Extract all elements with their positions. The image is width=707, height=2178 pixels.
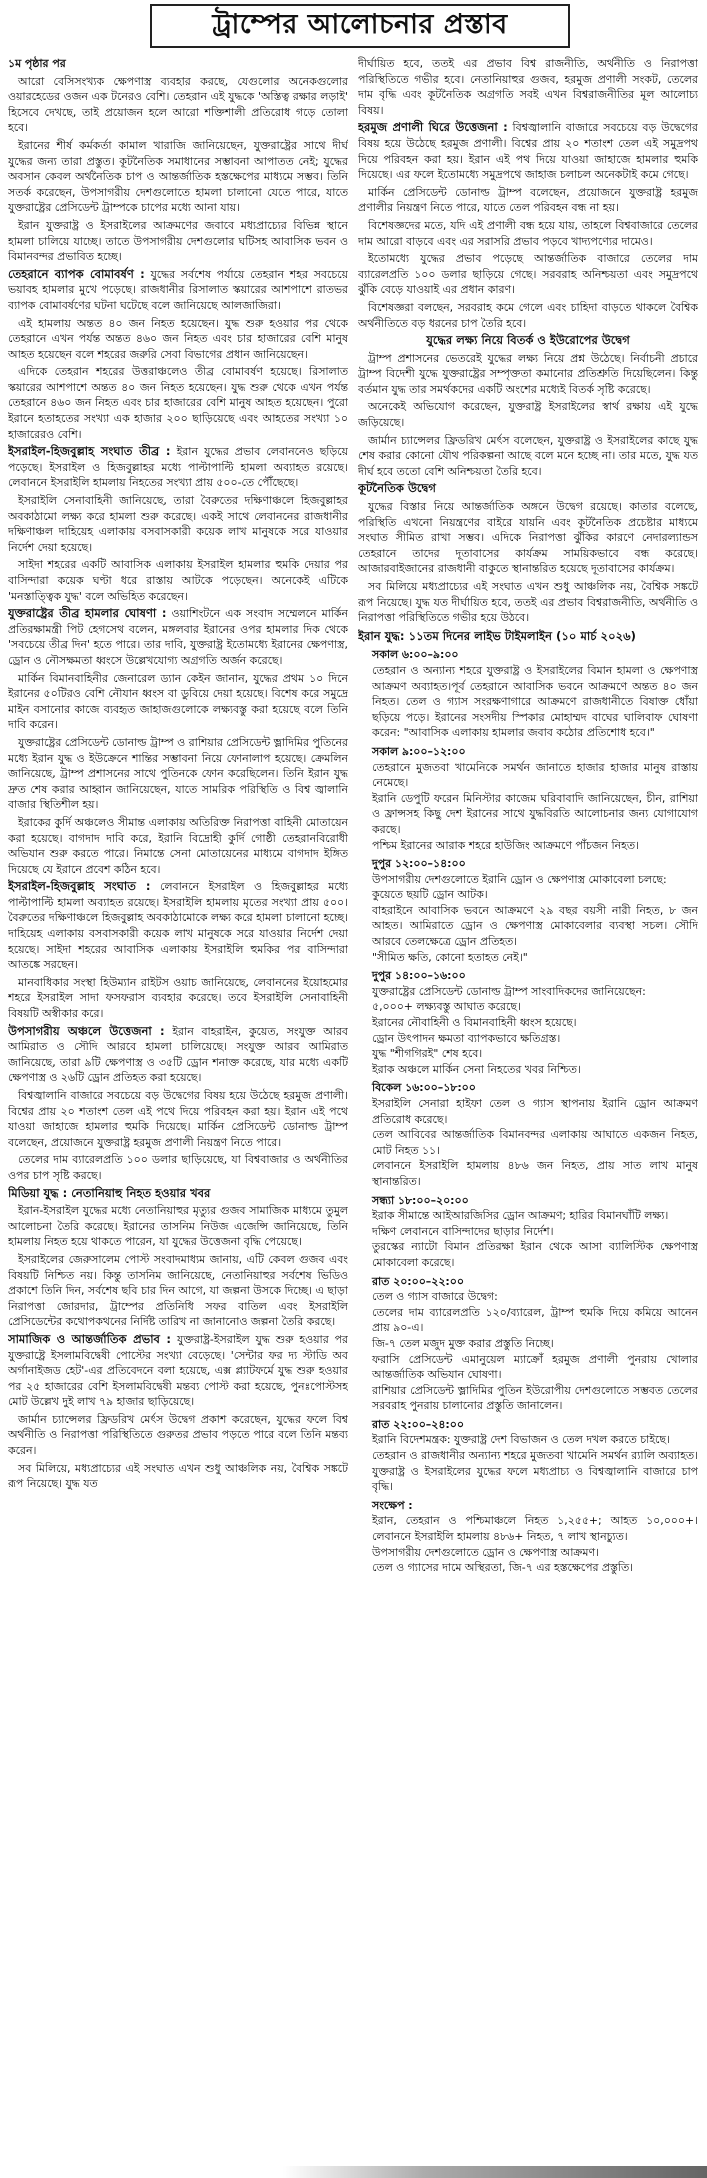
section-heading: যুক্তরাষ্ট্রের তীব্র হামলার ঘোষণা : — [8, 606, 167, 621]
section-heading: উপসাগরীয় অঞ্চলে উত্তেজনা : — [8, 1023, 165, 1038]
section-heading: সামাজিক ও আন্তর্জাতিক প্রভাব : — [8, 1331, 172, 1346]
left-column — [8, 56, 348, 2178]
paragraph: আরো বেসিসংখ্যক ক্ষেপণাস্ত্র ব্যবহার করছে, যেগুলোর অনেকগুলোর ওয়ারহেডের ওজন এক টনেরও বেশি। তেহরান এই যুদ্ধকে 'অস্তিত্ব রক্ষার লড়াই' হিসেবে দেখছে, তাই প্রয়োজন হলে আরো শক্তিশালী প্রতিরোধ গড়ে তোলা হবে। — [8, 74, 348, 135]
section-heading: মিডিয়া যুদ্ধ : নেতানিয়াহু নিহত হওয়ার খবর — [8, 1185, 211, 1200]
timeline-slot: সকাল ৬:০০–৯:০০ — [372, 648, 459, 662]
timeline-text: পশ্চিম ইরানের আরাক শহরে হাউজিং আক্রমণে পাঁচজন নিহত। — [372, 838, 639, 852]
section-heading: হরমুজ প্রণালী ঘিরে উত্তেজনা : — [358, 120, 508, 135]
paragraph: ইসরাইলি সেনাবাহিনী জানিয়েছে, তারা বৈরুতের দক্ষিণাঞ্চলে হিজবুল্লাহর অবকাঠামো লক্ষ্য করে হামলা শুরু করেছে। একই সাথে লেবাননের রাজধানীর দক্ষিণাঞ্চল দাহিয়েহ এলাকায় বসবাসকারী কয়েক লাখ মানুষকে সরে যাওয়ার নির্দেশ দেয়া হয়েছে। — [8, 494, 348, 554]
section-heading: তেহরানে ব্যাপক বোমাবর্ষণ : — [8, 266, 145, 281]
paragraph: সাইদা শহরের একটি আবাসিক এলাকায় ইসরাইল হামলার হুমকি দেয়ার পর বাসিন্দারা কয়েক ঘণ্টা ধরে রাস্তায় আটকে পড়েছেন। অনেকেই এটিকে 'মনস্তাত্ত্বিক যুদ্ধ' বলে অভিহিত করেছেন। — [8, 558, 348, 603]
summary-bullet: ইরান, তেহরান ও পশ্চিমাঞ্চলে নিহত ১,২৫৫+; আহত ১০,০০০+। লেবাননে ইসরাইলি হামলায় ৪৮৬+ নিহত, ৭ লাখ স্থানচ্যুত। — [372, 1514, 698, 1544]
paragraph: বিশ্বজ্বালানি বাজারে সবচেয়ে বড় উদ্বেগের বিষয় হয়ে উঠেছে হরমুজ প্রণালী। বিশ্বের প্রায় ২০ শতাংশ তেল এই সমুদ্রপথ দিয়ে পরিবহন করা হয়। ইরান এই পথ দিয়ে যাওয়া জাহাজে হামলার হুমকি দিয়েছে। এর ফলে ইতোমধ্যে সমুদ্রপথে জাহাজ চলাচল অনেকটাই কমে গেছে। — [358, 121, 698, 182]
timeline-slot: রাত ২২:০০–২৪:০০ — [372, 1417, 464, 1431]
timeline-bullet: বাহরাইনে আবাসিক ভবনে আক্রমণে ২৯ বছর বয়সী নারী নিহত, ৮ জন আহত। আমিরাতে ড্রোন ও ক্ষেপণাস্ত্র মোকাবেলার ব্যবস্থা সচল। সৌদি আরবে তেলক্ষেত্রে ড্রোন প্রতিহত। — [372, 903, 698, 949]
timeline-text: তেল আবিবের আন্তর্জাতিক বিমানবন্দর এলাকায় আঘাতে একজন নিহত, মোট নিহত ১১। — [372, 1128, 698, 1157]
section-heading: ইসরাইল-হিজবুল্লাহ সংঘাত তীব্র : — [8, 444, 171, 459]
paragraph: ইরান যুক্তরাষ্ট্র ও ইসরাইলের আক্রমণের জবাবে মধ্যপ্রাচ্যের বিভিন্ন স্থানে হামলা চালিয়ে যাচ্ছে। তাতে উপসাগরীয় দেশগুলোর ঘটিসহ আবাসিক ভবন ও বিমানবন্দর প্রভাবিত হচ্ছে। — [8, 218, 348, 264]
timeline-bullet: ৫,০০০+ লক্ষ্যবস্তু আঘাত করেছে। — [372, 1000, 521, 1014]
paragraph: ইরাকের কুর্দি অঞ্চলেও সীমান্ত এলাকায় অতিরিক্ত নিরাপত্তা বাহিনী মোতায়েন করা হয়েছে। বাগদাদ দাবি করে, ইরানি বিদ্রোহী কুর্দি গোষ্ঠী তেহরানবিরোধী অভিযান শুরু করতে পারে। নিমান্তে সেনা মোতায়েনের মাধ্যমে বাগদাদ ইঙ্গিত দিয়েছে যে ইরানে প্রবেশ কঠিন হবে। — [8, 815, 348, 876]
paragraph: যুক্তরাষ্ট্র-ইসরাইল যুদ্ধ শুরু হওয়ার পর যুক্তরাষ্ট্রে ইসলামবিদ্বেষী পোস্টের সংখ্যা বেড়েছে। 'সেন্টার ফর দ্য স্টাডি অব অর্গানাইজড হেট'-এর প্রতিবেদনে বলা হয়েছে, এক্স প্ল্যাটফর্মে যুদ্ধ শুরু হওয়ার পর ২৫ হাজারের বেশি ইসলামবিদ্বেষী মন্তব্য পোস্ট করা হয়েছে, পুনঃপোস্টসহ মোট উল্লেখ দুই লাখ ৭৯ হাজার ছাড়িয়েছে। — [8, 1332, 348, 1409]
paragraph: বিশেষজ্ঞরা বলছেন, সরবরাহ কমে গেলে এবং চাহিদা বাড়তে থাকলে বৈশ্বিক অর্থনীতিতে বড় ধরনের চাপ তৈরি হবে। — [358, 300, 698, 330]
timeline-text: তেল ও গ্যাস বাজারে উদ্বেগ: — [372, 1290, 498, 1304]
summary-bullet: উপসাগরীয় দেশগুলোতে ড্রোন ও ক্ষেপণাস্ত্র আক্রমণ। — [372, 1545, 599, 1559]
timeline-text: লেবাননে ইসরাইলি হামলায় ৪৮৬ জন নিহত, প্রায় সাত লাখ মানুষ স্থানান্তরিত। — [372, 1159, 698, 1188]
paragraph: মার্কিন বিমানবাহিনীর জেনারেল ড্যান কেইন জানান, যুদ্ধের প্রথম ১০ দিনে ইরানের ৫০টিরও বেশি নৌযান ধ্বংস বা ডুবিয়ে দেয়া হয়েছে। বিশেষ করে সমুদ্রে মাইন বসানোর কাজে ব্যবহৃত জাহাজগুলোকে লক্ষ্যবস্তু করা হয়েছে বলে তিনি দাবি করেন। — [8, 671, 348, 732]
timeline-text: ইরাক সীমান্তে আইআরজিসির ড্রোন আক্রমণ; হারির বিমানঘাঁটি লক্ষ্য। — [372, 1209, 669, 1223]
paragraph: ট্রাম্প প্রশাসনের ভেতরেই যুদ্ধের লক্ষ্য নিয়ে প্রশ্ন উঠেছে। নির্বাচনী প্রচারে ট্রাম্প বিদেশী যুদ্ধে যুক্তরাষ্ট্রের সম্পৃক্ততা কমানোর প্রতিশ্রুতি দিয়েছিলেন। কিন্তু বর্তমান যুদ্ধ তার সমর্থকদের একটি অংশের মধ্যেই বিতর্ক সৃষ্টি করেছে। — [358, 351, 698, 396]
timeline-text: ইসরাইলি সেনারা হাইফা তেল ও গ্যাস স্থাপনায় ইরানি ড্রোন আক্রমণ প্রতিরোধ করেছে। — [372, 1097, 698, 1126]
paragraph: অনেকেই অভিযোগ করেছেন, যুক্তরাষ্ট্র ইসরাইলের স্বার্থ রক্ষায় এই যুদ্ধে জড়িয়েছে। — [358, 400, 698, 430]
timeline-text: ইরানি বিদেশমন্ত্রক: যুক্তরাষ্ট্র দেশ বিভাজন ও তেল দখল করতে চাইছে। — [372, 1433, 670, 1447]
timeline-bullet: রাশিয়ার প্রেসিডেন্ট ভ্লাদিমির পুতিন ইউরোপীয় দেশগুলোতে সম্ভবত তেলের সরবরাহ পুনরায় চালানোর প্রস্তুতি জানালেন। — [372, 1383, 698, 1413]
paragraph: যুক্তরাষ্ট্রের প্রেসিডেন্ট ডোনাল্ড ট্রাম্প ও রাশিয়ার প্রেসিডেন্ট ভ্লাদিমির পুতিনের মধ্যে ইরান যুদ্ধ ও ইউক্রেনে শান্তির সম্ভাবনা নিয়ে ফোনালাপ হয়েছে। ক্রেমলিন জানিয়েছে, ট্রাম্প প্রশাসনের সাথে পুতিনকে ফোন করেছিলেন। তিনি ইরান যুদ্ধ দ্রুত শেষ করার আহ্বান জানিয়েছেন, যাতে সামরিক পরিস্থিতি ও বিশ্ব জ্বালানি বাজার স্থিতিশীল হয়। — [8, 735, 348, 812]
timeline-bullet: "সীমিত ক্ষতি, কোনো হতাহত নেই।" — [372, 950, 528, 964]
timeline-bullet: কুয়েতে ছয়টি ড্রোন আটক। — [372, 888, 488, 902]
timeline-text: তুরস্কের ন্যাটো বিমান প্রতিরক্ষা ইরান থেকে আসা ব্যালিস্টিক ক্ষেপণাস্ত্র মোকাবেলা করেছে। — [372, 1240, 698, 1269]
paragraph: লেবাননে ইসরাইল ও হিজবুল্লাহর মধ্যে পাল্টাপাল্টি হামলা অব্যাহত রয়েছে। ইসরাইলি হামলায় মৃতের সংখ্যা প্রায় ৫০০। বৈরুতের দক্ষিণাঞ্চলে হিজবুল্লাহ অবকাঠামোকে লক্ষ্য করে হামলা চালানো হচ্ছে। দাহিয়েহ এলাকায় বসবাসকারী কয়েক লাখ মানুষকে সরে যাওয়ার নির্দেশ দেয়া হয়েছে। সাইদা শহরের আবাসিক এলাকায় ইসরাইলি হুমকির পর বাসিন্দারা আতঙ্কে সরছেন। — [8, 880, 348, 972]
timeline-text: ইরানি ডেপুটি ফরেন মিনিস্টার কাজেম ঘরিবাবাদি জানিয়েছেন, চীন, রাশিয়া ও ফ্রান্সসহ কিছু দেশ ইরানের সাথে যুদ্ধবিরতি আলোচনার জন্য যোগাযোগ করছে। — [372, 791, 698, 836]
timeline-slot: সন্ধ্যা ১৮:০০–২০:০০ — [372, 1193, 469, 1207]
timeline-heading: ইরান যুদ্ধ: ১১তম দিনের লাইভ টাইমলাইন (১০ মার্চ ২০২৬) — [358, 628, 636, 643]
timeline-slot: দুপুর ১২:০০–১৪:০০ — [372, 857, 466, 871]
timeline-bullet: ইরানের নৌবাহিনী ও বিমানবাহিনী ধ্বংস হয়েছে। — [372, 1016, 577, 1030]
section-heading: যুদ্ধের লক্ষ্য নিয়ে বিতর্ক ও ইউরোপের উদ্বেগ — [426, 333, 630, 348]
timeline-text: দক্ষিণ লেবাননে বাসিন্দাদের ছাড়ার নির্দেশ। — [372, 1224, 554, 1238]
paragraph: যুদ্ধের সর্বশেষ পর্যায়ে তেহরান শহর সবচেয়ে ভয়াবহ হামলার মুখে পড়েছে। রাজধানীর রিসালাত স্কয়ারের আশপাশে রাতভর ব্যাপক বোমাবর্ষণের ঘটনা ঘটেছে বলে জানিয়েছে আলজাজিরা। — [8, 267, 348, 312]
paragraph: ইরান-ইসরাইল যুদ্ধের মধ্যে নেতানিয়াহুর মৃত্যুর গুজব সামাজিক মাধ্যমে তুমুল আলোচনা তৈরি করেছে। ইরানের তাসনিম নিউজ এজেন্সি জানিয়েছে, তিনি হামলায় নিহত হয়ে থাকতে পারেন, যা যুদ্ধের উত্তেজনা বৃদ্ধি পেয়েছে। — [8, 1204, 348, 1249]
paragraph: জার্মান চ্যান্সেলর ফ্রিডরিখ মের্ৎস বলেছেন, যুক্তরাষ্ট্র ও ইসরাইলের কাছে যুদ্ধ শেষ করার কোনো যৌথ পরিকল্পনা আছে বলে মনে হচ্ছে না। তার মতে, যুদ্ধ যত দীর্ঘ হবে ততো বেশি অনিশ্চয়তা তৈরি হবে। — [358, 433, 698, 478]
paragraph: ইরানের শীর্ষ কর্মকর্তা কামাল খারাজি জানিয়েছেন, যুক্তরাষ্ট্রের সাথে দীর্ঘ যুদ্ধের জন্য তারা প্রস্তুত। কূটনৈতিক সমাধানের সম্ভাবনা আপাতত নেই; যুদ্ধের অবসান কেবল অর্থনৈতিক চাপ ও আন্তর্জাতিক হস্তক্ষেপের মাধ্যমে সম্ভব। তিনি সতর্ক করেছেন, উপসাগরীয় দেশগুলোতে হামলা চালানো যেতে পারে, যাতে যুক্তরাষ্ট্রের প্রেসিডেন্ট ট্রাম্পকে চাপের মধ্যে আনা যায়। — [8, 138, 348, 215]
paragraph: এই হামলায় অন্তত ৪০ জন নিহত হয়েছেন। যুদ্ধ শুরু হওয়ার পর থেকে তেহরানে এখন পর্যন্ত অন্তত ৪৬০ জন নিহত এবং চার হাজারের বেশি মানুষ আহত হয়েছেন বলে শহরের জরুরি সেবা বিভাগের প্রধান জানিয়েছেন। — [8, 316, 348, 361]
paragraph: ইরান যুদ্ধের প্রভাব লেবাননেও ছড়িয়ে পড়েছে। ইসরাইল ও হিজবুল্লাহর মধ্যে পাল্টাপাল্টি হামলা অব্যাহত রয়েছে। লেবাননে ইসরাইলি হামলায় নিহতের সংখ্যা প্রায় ৫০০-তে পৌঁছেছে। — [8, 445, 348, 490]
timeline-bullet: ফরাসি প্রেসিডেন্ট এমানুয়েল ম্যাক্রোঁ হরমুজ প্রণালী পুনরায় খোলার আন্তর্জাতিক অভিযান ঘোষণা। — [372, 1352, 698, 1382]
paragraph: সব মিলিয়ে, মধ্যপ্রাচ্যের এই সংঘাত এখন শুধু আঞ্চলিক নয়, বৈশ্বিক সঙ্কটে রূপ নিয়েছে। যুদ্ধ যত — [8, 1461, 348, 1491]
paragraph: বিশেষজ্ঞদের মতে, যদি এই প্রণালী বন্ধ হয়ে যায়, তাহলে বিশ্ববাজারে তেলের দাম আরো বাড়বে এবং এর সরাসরি প্রভাব পড়বে খাদ্যপণ্যের দামেও। — [358, 218, 698, 248]
timeline-bullet: যুদ্ধ "শীগগিরই" শেষ হবে। — [372, 1047, 483, 1061]
bottom-banner-strip — [0, 2166, 707, 2178]
summary-bullet: তেল ও গ্যাসের দামে অস্থিরতা, জি-৭ এর হস্তক্ষেপের প্রস্তুতি। — [372, 1561, 634, 1575]
summary-heading: সংক্ষেপ : — [372, 1498, 413, 1512]
paragraph: ওয়াশিংটনে এক সংবাদ সম্মেলনে মার্কিন প্রতিরক্ষামন্ত্রী পিট হেগসেথ বলেন, মঙ্গলবার ইরানের ওপর হামলার দিক থেকে 'সবচেয়ে তীব্র দিন' হতে পারে। তার দাবি, যুক্তরাষ্ট্র ইতোমধ্যে ইরানের ক্ষেপণাস্ত্র, ড্রোন ও নৌসক্ষমতা ধ্বংসে উল্লেখযোগ্য অগ্রগতি অর্জন করেছে। — [8, 607, 348, 667]
article-columns — [8, 56, 699, 2178]
paragraph: মার্কিন প্রেসিডেন্ট ডোনাল্ড ট্রাম্প বলেছেন, প্রয়োজনে যুক্তরাষ্ট্র হরমুজ প্রণালীর নিয়ন্ত্রণ নিতে পারে, যাতে তেল পরিবহন বন্ধ না হয়। — [358, 185, 698, 215]
section-heading: কূটনৈতিক উদ্বেগ — [358, 481, 436, 496]
timeline-bullet: ইরাক অঞ্চলে মার্কিন সেনা নিহতের খবর নিশ্চিত। — [372, 1062, 581, 1076]
paragraph: সব মিলিয়ে মধ্যপ্রাচ্যের এই সংঘাত এখন শুধু আঞ্চলিক নয়, বৈশ্বিক সঙ্কটে রূপ নিয়েছে। যুদ্ধ যত দীর্ঘায়িত হবে, ততই এর প্রভাব বিশ্বরাজনীতি, অর্থনীতি ও নিরাপত্তা পরিস্থিতিতে গভীর হয়ে উঠবে। — [358, 580, 698, 625]
continued-label: ১ম পৃষ্ঠার পর — [8, 57, 66, 70]
timeline-bullet: জি-৭ তেল মজুদ মুক্ত করার প্রস্তুতি নিচ্ছে। — [372, 1336, 554, 1350]
headline: ট্রাম্পের আলোচনার প্রস্তাব — [150, 4, 570, 48]
timeline-text: তেহরানে মুজতবা খামেনিকে সমর্থন জানাতে হাজার হাজার মানুষ রাস্তায় নেমেছে। — [372, 760, 698, 790]
right-column — [358, 56, 698, 2178]
section-heading: ইসরাইল-হিজবুল্লাহ সংঘাত : — [8, 879, 151, 894]
timeline-slot: দুপুর ১৪:০০–১৬:০০ — [372, 969, 466, 983]
paragraph: ইসরাইলের জেরুসালেম পোস্ট সংবাদমাধ্যম জানায়, এটি কেবল গুজব এবং বিষয়টি নিশ্চিত নয়। কিন্তু তাসনিম জানিয়েছে, নেতানিয়াহুর সর্বশেষ ভিডিও প্রকাশে তিনি দিন, সর্বশেষ ছবি চার দিন আগে, যা জল্পনা উসকে দিচ্ছে। এ ছাড়া নিরাপত্তা জোরদার, ট্রাম্পের প্রতিনিধি সফর বাতিল এবং ইসরাইলি প্রেসিডেন্টের কথোপকথনের নির্দিষ্ট তারিখ না জানানোও জল্পনা তৈরি করছে। — [8, 1252, 348, 1329]
paragraph: দীর্ঘায়িত হবে, ততই এর প্রভাব বিশ্ব রাজনীতি, অর্থনীতি ও নিরাপত্তা পরিস্থিতিতে গভীর হবে। নেতানিয়াহুর গুজব, হরমুজ প্রণালী সংকট, তেলের দাম বৃদ্ধি এবং কূটনৈতিক অগ্রগতি সবই এখন বিশ্বরাজনীতির মূল আলোচ্য বিষয়। — [358, 57, 698, 117]
paragraph: বিশ্বজ্বালানি বাজারে সবচেয়ে বড় উদ্বেগের বিষয় হয়ে উঠেছে হরমুজ প্রণালী। বিশ্বের প্রায় ২০ শতাংশ তেল এই পথে দিয়ে পরিবহন করা হয়। ইরান এই পথে যাওয়া জাহাজে হামলার হুমকি দিয়েছে। মার্কিন প্রেসিডেন্ট ডোনাল্ড ট্রাম্প বলেছেন, প্রয়োজনে যুক্তরাষ্ট্র হরমুজ প্রণালী নিয়ন্ত্রণ নিতে পারে। — [8, 1089, 348, 1149]
paragraph: তেলের দাম ব্যারেলপ্রতি ১০০ ডলার ছাড়িয়েছে, যা বিশ্ববাজার ও অর্থনীতির ওপর চাপ সৃষ্টি করছে। — [8, 1153, 348, 1182]
paragraph: এদিকে তেহরান শহরের উত্তরাঞ্চলেও তীব্র বোমাবর্ষণ হয়েছে। রিসালাত স্কয়ারের আশপাশে অন্তত ৪০ জন নিহত হয়েছেন। যুদ্ধ শুরু থেকে এখন পর্যন্ত তেহরানে ৪৬০ জন নিহত এবং চার হাজারের বেশি মানুষ আহত হয়েছেন। পুরো ইরানে হতাহতের সংখ্যা এক হাজার ২০০ ছাড়িয়েছে এবং আহতের সংখ্যা ১০ হাজারেরও বেশি। — [8, 365, 348, 441]
timeline-bullet: তেলের দাম ব্যারেলপ্রতি ১২০/ব্যারেল, ট্রাম্প হুমকি দিয়ে কমিয়ে আনেন প্রায় ৯০-এ। — [372, 1305, 698, 1335]
timeline-slot: সকাল ৯:০০–১২:০০ — [372, 744, 466, 758]
timeline-slot: রাত ২০:০০–২২:০০ — [372, 1274, 464, 1288]
paragraph: মানবাধিকার সংস্থা হিউম্যান রাইটস ওয়াচ জানিয়েছে, লেবাননের ইয়োহমোর শহরে ইসরাইল সাদা ফসফরাস ব্যবহার করেছে। তবে ইসরাইলি সেনাবাহিনী বিষয়টি অস্বীকার করে। — [8, 975, 348, 1021]
timeline-slot: বিকেল ১৬:০০–১৮:০০ — [372, 1081, 476, 1095]
paragraph: জার্মান চ্যান্সেলর ফ্রিডরিখ মের্ৎস উদ্বেগ প্রকাশ করেছেন, যুদ্ধের ফলে বিশ্ব অর্থনীতি ও নিরাপত্তা পরিস্থিতিতে গুরুতর প্রভাব পড়তে পারে বলে তিনি মন্তব্য করেন। — [8, 1412, 348, 1458]
paragraph: যুদ্ধের বিস্তার নিয়ে আন্তর্জাতিক অঙ্গনে উদ্বেগ রয়েছে। কাতার বলেছে, পরিস্থিতি এখনো নিয়ন্ত্রণের বাইরে যায়নি এবং কূটনৈতিক প্রচেষ্টার মাধ্যমে সংঘাত সীমিত রাখা সম্ভব। এদিকে নিরাপত্তা ঝুঁকির কারণে নেদারল্যান্ডস তেহরানে তাদের দূতাবাসের কার্যক্রম সাময়িকভাবে বন্ধ করেছে। আজারবাইজানের রাজধানী বাকুতে স্থানান্তরিত হয়েছে দূতাবাসের কার্যক্রম। — [358, 500, 698, 576]
timeline-text: উপসাগরীয় দেশগুলোতে ইরানি ড্রোন ও ক্ষেপণাস্ত্র মোকাবেলা চলছে: — [372, 872, 667, 886]
paragraph: ইরান বাহরাইন, কুয়েত, সংযুক্ত আরব আমিরাত ও সৌদি আরবে হামলা চালিয়েছে। সংযুক্ত আরব আমিরাত জানিয়েছে, তারা ৯টি ক্ষেপণাস্ত্র ও ৩৫টি ড্রোন শনাক্ত করেছে, যার মধ্যে একটি ক্ষেপণাস্ত্র ও ২৬টি ড্রোন প্রতিহত করা হয়েছে। — [8, 1024, 348, 1085]
timeline-text: যুক্তরাষ্ট্রের প্রেসিডেন্ট ডোনাল্ড ট্রাম্প সাংবাদিকদের জানিয়েছেন: — [372, 984, 646, 998]
timeline-text: তেহরান ও অন্যান্য শহরে যুক্তরাষ্ট্র ও ইসরাইলের বিমান হামলা ও ক্ষেপণাস্ত্র আক্রমণ অব্যাহত।পূর্ব তেহরানে আবাসিক ভবনে আক্রমণে অন্তত ৪০ জন নিহত। তেল ও গ্যাস সংরক্ষণাগারে আক্রমণে রাজধানীতে বিষাক্ত ধোঁয়া ছড়িয়ে পড়ে। ইরানের সংসদীয় স্পিকার মোহাম্মদ বাঘের ঘালিবাফ ঘোষণা করেন: "আবাসিক এলাকায় হামলার জবাব কঠোর প্রতিশোধ হবে।" — [372, 663, 698, 740]
paragraph: ইতোমধ্যে যুদ্ধের প্রভাব পড়েছে আন্তর্জাতিক বাজারে তেলের দাম ব্যারেলপ্রতি ১০০ ডলার ছাড়িয়ে গেছে। সরবরাহ অনিশ্চয়তা এবং সমুদ্রপথে ঝুঁকি বেড়ে যাওয়াই এর প্রধান কারণ। — [358, 252, 698, 297]
timeline-text: তেহরান ও রাজধানীর অন্যান্য শহরে মুজতবা খামেনি সমর্থন র‍্যালি অব্যাহত। যুক্তরাষ্ট্র ও ইসরাইলের যুদ্ধের ফলে মধ্যপ্রাচ্য ও বিশ্বজ্বালানি বাজারে চাপ বৃদ্ধি। — [372, 1449, 698, 1494]
timeline-bullet: ড্রোন উৎপাদন ক্ষমতা ব্যাপকভাবে ক্ষতিগ্রস্ত। — [372, 1031, 561, 1045]
